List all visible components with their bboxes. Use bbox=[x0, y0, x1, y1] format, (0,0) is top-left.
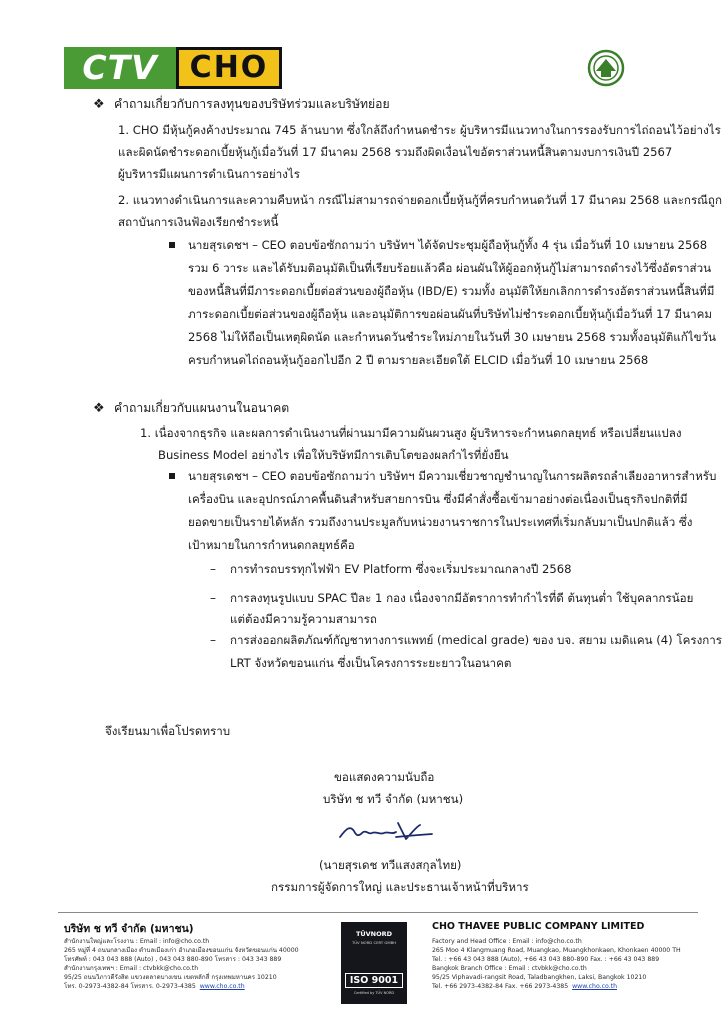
footer-th-line: สำนักงานกรุงเทพฯ : Email : ctvbkk@cho.co.th bbox=[64, 965, 199, 972]
footer-en-phone: Tel. +66 2973-4382-84 Fax. +66 2973-4385 bbox=[432, 983, 569, 990]
strategy-item: การลงทุนรูปแบบ SPAC ปีละ 1 กอง เนื่องจากมีอัตราการทำกำไรที่ดี ต้นทุนต่ำ ใช้บุคลากรน้อย bbox=[230, 591, 694, 605]
cert-caption: Certified by TÜV NORD bbox=[353, 991, 395, 995]
s2-q1-line: Business Model อย่างไร เพื่อให้บริษัทมีการเติบโตของผลกำไรที่ยั่งยืน bbox=[158, 448, 509, 462]
footer-th-line: 95/25 ถนนวิภาวดีรังสิต แขวงตลาดบางเขน เขตหลักสี่ กรุงเทพมหานคร 10210 bbox=[64, 974, 277, 981]
footer-th-title: บริษัท ช ทวี จำกัด (มหาชน) bbox=[64, 923, 194, 935]
diamond-bullet-icon: ❖ bbox=[93, 97, 105, 112]
square-bullet-icon bbox=[169, 473, 175, 479]
answer-line: ภาระดอกเบี้ยต่อส่วนของผู้ถือหุ้น และอนุมัติการขอผ่อนผันที่บริษัทไม่ชำระดอกเบี้ยหุ้นกู้เมื่อวันที่ 17 มีนาคม bbox=[188, 307, 713, 321]
closing-greeting: จึงเรียนมาเพื่อโปรดทราบ bbox=[105, 724, 231, 738]
dash-bullet-icon: – bbox=[210, 591, 216, 605]
footer-en-line: 95/25 Viphavadi-rangsit Road, Taladbangkhen, Laksi, Bangkok 10210 bbox=[432, 974, 647, 981]
section1-heading: คำถามเกี่ยวกับการลงทุนของบริษัทร่วมและบริษัทย่อย bbox=[114, 97, 390, 111]
logo-ctv: CTV bbox=[64, 47, 176, 89]
dash-bullet-icon: – bbox=[210, 562, 216, 576]
footer-th-line: สำนักงานใหญ่และโรงงาน : Email : info@cho.co.th bbox=[64, 938, 210, 945]
answer-line: ของหนี้สินที่มีภาระดอกเบี้ยต่อส่วนของผู้ถือหุ้น (IBD/E) รวมทั้ง อนุมัติให้ยกเลิกการดำรงอัตราส่วนหนี้สินที่มี bbox=[188, 284, 715, 298]
q2-line: สถาบันการเงินฟ้องเรียกชำระหนี้ bbox=[118, 215, 279, 229]
footer-en-line: Tel. : +66 43 043 888 (Auto), +66 43 043 880-890 Fax. : +66 43 043 889 bbox=[432, 956, 660, 963]
iso-certification-badge bbox=[341, 922, 407, 1004]
s2-answer-line: เครื่องบิน และอุปกรณ์ภาคพื้นดินสำหรับสายการบิน ซึ่งมีคำสั่งซื้อเข้ามาอย่างต่อเนื่องเป็นธุรกิจปกติที่มี bbox=[188, 492, 688, 506]
footer-en-contact-line bbox=[432, 982, 617, 991]
s2-answer-line: นายสุรเดชฯ – CEO ตอบข้อซักถามว่า บริษัทฯ มีความเชี่ยวชาญชำนาญในการผลิตรถลำเลียงอาหารสำหรับ bbox=[188, 469, 717, 483]
closing-company: บริษัท ช ทวี จำกัด (มหาชน) bbox=[323, 792, 464, 806]
answer-line: รวม 6 วาระ และได้รับมติอนุมัติเป็นที่เรียบร้อยแล้วคือ ผ่อนผันให้ผู้ออกหุ้นกู้ไม่สามารถดำรงไว้ซึ่งอัตราส่วน bbox=[188, 261, 712, 275]
footer-th-line: โทรศัพท์ : 043 043 888 (Auto) , 043 043 880-890 โทรสาร : 043 343 889 bbox=[64, 956, 282, 963]
footer-th-contact-line bbox=[64, 982, 245, 991]
wheel-arrow-emblem-icon bbox=[587, 49, 625, 87]
closing-regards: ขอแสดงความนับถือ bbox=[334, 770, 435, 784]
footer-en-line: Bangkok Branch Office : Email : ctvbkk@cho.co.th bbox=[432, 965, 587, 972]
signer-name: (นายสุรเดช ทวีแสงสกุลไทย) bbox=[319, 858, 462, 872]
answer-line: ครบกำหนดไถ่ถอนหุ้นกู้ออกไปอีก 2 ปี ตามรายละเอียดใต้ ELCID เมื่อวันที่ 10 เมษายน 2568 bbox=[188, 353, 649, 367]
q1-line: 1. CHO มีหุ้นกู้คงค้างประมาณ 745 ล้านบาท ซึ่งใกล้ถึงกำหนดชำระ ผู้บริหารมีแนวทางในการรองรับการไถ่ถอนไว้อย่างไร bbox=[118, 123, 721, 137]
signature-image bbox=[336, 815, 436, 847]
s2-answer-line: ยอดขายเป็นรายได้หลัก รวมถึงงานประมูลกับหน่วยงานราชการในประเทศที่เริ่มกลับมาเป็นปกติแล้ว ซึ่ง bbox=[188, 515, 693, 529]
cert-brand: TÜVNORD bbox=[355, 930, 393, 938]
logo-cho-frame bbox=[176, 47, 282, 89]
section2-heading: คำถามเกี่ยวกับแผนงานในอนาคต bbox=[114, 401, 290, 415]
footer-divider bbox=[58, 912, 698, 913]
cert-iso: ISO 9001 bbox=[345, 973, 403, 988]
footer-en-line: 265 Moo 4 Klangmuang Road, Muangkao, Muangkhonkaen, Khonkaen 40000 TH bbox=[432, 947, 681, 954]
logo-cho: CHO bbox=[179, 50, 279, 86]
signer-title: กรรมการผู้จัดการใหญ่ และประธานเจ้าหน้าที่บริหาร bbox=[271, 880, 529, 894]
s2-q1-line: 1. เนื่องจากธุรกิจ และผลการดำเนินงานที่ผ่านมามีความผันผวนสูง ผู้บริหารจะกำหนดกลยุทธ์ หรือเปลี่ยนแปลง bbox=[140, 426, 682, 440]
q2-line: 2. แนวทางดำเนินการและความคืบหน้า กรณีไม่สามารถจ่ายดอกเบี้ยหุ้นกู้ที่ครบกำหนดวันที่ 17 มีนาคม 2568 และกรณีถูก bbox=[118, 193, 722, 207]
footer-th-line: 265 หมู่ที่ 4 ถนนกลางเมือง ตำบลเมืองเก่า อำเภอเมืองขอนแก่น จังหวัดขอนแก่น 40000 bbox=[64, 947, 299, 954]
q1-line: และผิดนัดชำระดอกเบี้ยหุ้นกู้เมื่อวันที่ 17 มีนาคม 2568 รวมถึงผิดเงื่อนไขอัตราส่วนหนี้สินตามงบการเงินปี 2567 bbox=[118, 145, 673, 159]
cert-sub: TÜV NORD CERT GMBH bbox=[351, 940, 397, 945]
s2-answer-line: เป้าหมายในการกำหนดกลยุทธ์คือ bbox=[188, 538, 355, 552]
square-bullet-icon bbox=[169, 242, 175, 248]
company-logo bbox=[64, 47, 282, 89]
strategy-item: LRT จังหวัดขอนแก่น ซึ่งเป็นโครงการระยะยาวในอนาคต bbox=[230, 656, 512, 670]
diamond-bullet-icon: ❖ bbox=[93, 401, 105, 416]
dash-bullet-icon: – bbox=[210, 633, 216, 647]
footer-th-phone: โทร. 0-2973-4382-84 โทรสาร. 0-2973-4385 bbox=[64, 983, 196, 990]
footer-th-website-link[interactable]: www.cho.co.th bbox=[199, 983, 245, 990]
strategy-item: การทำรถบรรทุกไฟฟ้า EV Platform ซึ่งจะเริ่มประมาณกลางปี 2568 bbox=[230, 562, 572, 576]
strategy-item: แต่ต้องมีความรู้ความสามารถ bbox=[230, 612, 377, 626]
strategy-item: การส่งออกผลิตภัณฑ์กัญชาทางการแพทย์ (medical grade) ของ บจ. สยาม เมดิแคน (4) โครงการ bbox=[230, 633, 722, 647]
footer-en-website-link[interactable]: www.cho.co.th bbox=[572, 983, 618, 990]
answer-line: 2568 ไม่ให้ถือเป็นเหตุผิดนัด และกำหนดวันชำระใหม่ภายในวันที่ 30 เมษายน 2568 รวมทั้งอนุมัติแก้ไขวัน bbox=[188, 330, 716, 344]
footer-en-title: CHO THAVEE PUBLIC COMPANY LIMITED bbox=[432, 921, 645, 932]
q1-line: ผู้บริหารมีแผนการดำเนินการอย่างไร bbox=[118, 167, 300, 181]
answer-line: นายสุรเดชฯ – CEO ตอบข้อซักถามว่า บริษัทฯ ได้จัดประชุมผู้ถือหุ้นกู้ทั้ง 4 รุ่น เมื่อวันที่ 10 เมษายน 2568 bbox=[188, 238, 708, 252]
footer-en-line: Factory and Head Office : Email : info@cho.co.th bbox=[432, 938, 582, 945]
